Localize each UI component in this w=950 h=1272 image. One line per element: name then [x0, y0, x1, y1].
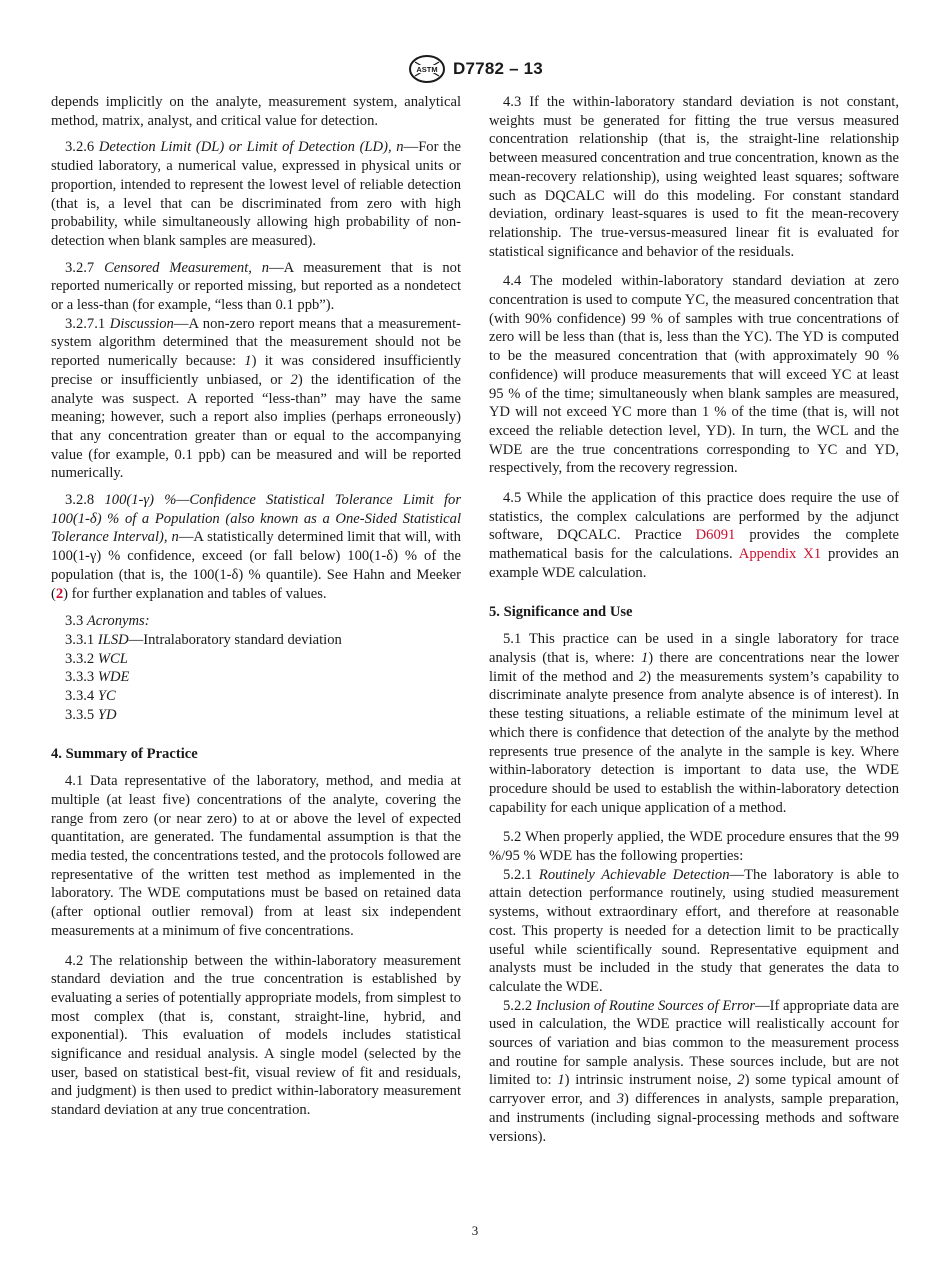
- acronym-term: YC: [97, 688, 116, 705]
- clause-text: —A statistically determined limit that will, with 100(1-γ) % confidence, exceed (or fall below) 100(1-δ) % of the population (that is, the 100(1-δ) % quantile). See Hahn and Meeker (: [51, 529, 461, 602]
- clause-text: —For the studied laboratory, a numerical value, expressed in physical units or proportion, intended to represent the lowest level of reliable detection (that is, a level that can be discriminated from zero with high probability, while simultaneously allowing high probability of non-detection when blank samples are measured).: [51, 139, 461, 249]
- defined-term: Censored Measurement, n: [104, 259, 270, 276]
- acronym-term: WDE: [97, 669, 130, 686]
- list-number: 1: [640, 649, 649, 666]
- reference-link[interactable]: 2: [55, 585, 64, 602]
- clause-text: ) differences in analysts, sample preparation, and instruments (including signal-processing methods and software versions).: [489, 1091, 899, 1145]
- paragraph-5-2: 5.2 When properly applied, the WDE procedure ensures that the 99 %/95 % WDE has the following properties:: [489, 829, 899, 865]
- clause-number: 3.3: [65, 613, 87, 630]
- clause-text: —The laboratory is able to attain detection performance routinely, using studied measurement systems, without extraordinary effort, and therefore at reasonable cost. This property is needed for a detection limit to be practically useful while scientifically sound. Representative equipment and analysts must be included in the study that generates the data to calculate the WDE.: [489, 866, 899, 995]
- clause-text: ) the measurements system’s capability to discriminate analyte presence from analyte absence is of interest). In these testing situations, a reliable estimate of the minimum level at which there is confidence that detection of the analyte by the method represents true presence of the analyte in the sample is key. Where within-laboratory detection is important to data use, the WDE procedure should be used to establish the within-laboratory detection capability for each unique application of a method.: [489, 668, 899, 816]
- clause-number: 3.2.6: [65, 139, 99, 156]
- paragraph-3-2-7-1: [51, 315, 461, 483]
- paragraph-5-2-1: [489, 866, 899, 997]
- left-column: [51, 93, 461, 1120]
- acronyms-section: [51, 612, 461, 724]
- page-number: 3: [471, 1223, 479, 1238]
- clause-text: ) intrinsic instrument noise,: [564, 1072, 738, 1089]
- list-number: 3: [616, 1091, 624, 1108]
- list-number: 2: [638, 668, 647, 685]
- clause-number: 3.3.2: [65, 650, 98, 667]
- clause-text: ) the identification of the analyte was suspect. A reported “less-than” may have the same meaning; however, such a report also implies (perhaps erroneously) that any concentration greater than or equal to the accompanying value (for example, 0.1 ppb) can be measured and will be reported numerically.: [51, 371, 461, 482]
- paragraph-5-2-2: [489, 997, 899, 1147]
- paragraph-4-2: 4.2 The relationship between the within-laboratory measurement standard deviation and the true concentration is established by evaluating a series of potentially appropriate models, from simplest to most complex (that is, constant, straight-line, hybrid, and exponential). This evaluation of models includes statistical significance and residual analysis. A single model (selected by the user, based on statistical best-fit, visual review of fit and residuals, and judgment) is then used to predict within-laboratory measurement standard deviation at any true concentration.: [51, 952, 461, 1119]
- acronym-term: WCL: [97, 650, 128, 667]
- acronym-item: [51, 650, 461, 669]
- clause-number: 5.2.2: [503, 997, 536, 1014]
- defined-term: Discussion: [109, 315, 174, 332]
- acronyms-heading: [51, 612, 461, 631]
- section-title: Acronyms:: [86, 613, 150, 630]
- clause-text: —A non-zero report means that a measurement-system algorithm determined that the measurement should not be reported numerically because:: [51, 315, 462, 370]
- clause-text: provides an example WDE calculation.: [489, 546, 900, 581]
- clause-number: 3.3.1: [65, 631, 98, 648]
- clause-text: ) it was considered insufficiently precise or insufficiently unbiased, or: [51, 353, 461, 388]
- page-header: [0, 52, 950, 86]
- clause-text: ) there are concentrations near the lower limit of the method and: [489, 649, 899, 685]
- paragraph-4-3: 4.3 If the within-laboratory standard deviation is not constant, weights must be generated for fitting the true versus measured concentration relationship (that is, the straight-line relationship between measured concentration and true concentration, known as the mean-recovery relationship), using weighted least squares; software such as DQCALC will do this modeling. For constant standard deviation, ordinary least-squares is used to fit the mean-recovery relationship. The true-versus-measured linear fit is evaluated for statistical significance and behavior of the residuals.: [489, 94, 899, 260]
- paragraph-3-2-7: [51, 259, 461, 315]
- acronym-definition: —Intralaboratory standard deviation: [128, 631, 342, 648]
- paragraph-3-2-6: [51, 138, 461, 250]
- reference-link-d6091[interactable]: D6091: [695, 527, 736, 544]
- section-4-heading: 4. Summary of Practice: [51, 745, 198, 762]
- clause-number: 3.2.7.1: [65, 315, 110, 332]
- acronym-item: [51, 631, 461, 650]
- paragraph-4-5: [489, 489, 899, 583]
- clause-text: —If appropriate data are used in calculation, the WDE practice will realistically account for sources of variation and bias common to the measurement process and routine for sample analysis. These sources include, but are not limited to:: [489, 997, 899, 1089]
- acronym-term: ILSD: [97, 631, 129, 648]
- acronym-item: [51, 687, 461, 706]
- paragraph-continuation: depends implicitly on the analyte, measurement system, analytical method, matrix, analyst, and critical value for detection.: [51, 94, 461, 129]
- list-number: 1: [244, 353, 252, 370]
- clause-text: —A measurement that is not reported numerically or reported missing, but reported as a nondetect or a less-than (for example, “less than 0.1 ppb”).: [51, 259, 461, 314]
- list-number: 1: [557, 1072, 565, 1089]
- astm-logo-icon: [407, 54, 447, 84]
- clause-number: 5.2.1: [503, 866, 539, 883]
- acronym-item: [51, 706, 461, 725]
- clause-number: 3.3.3: [65, 669, 98, 686]
- defined-term: Inclusion of Routine Sources of Error: [535, 997, 756, 1014]
- svg-text:ASTM: ASTM: [416, 65, 438, 74]
- clause-text: 4.5 While the application of this practice does require the use of statistics, the complex calculations are performed by the adjunct software, DQCALC. Practice: [489, 490, 899, 544]
- clause-number: 3.2.7: [65, 259, 105, 276]
- clause-text: 5.1 This practice can be used in a single laboratory for trace analysis (that is, where:: [489, 631, 899, 666]
- paragraph-3-2-8: [51, 491, 461, 603]
- document-id: D7782 – 13: [453, 58, 543, 78]
- paragraph-5-1: [489, 630, 899, 817]
- defined-term: Detection Limit (DL) or Limit of Detection (LD), n: [98, 139, 404, 156]
- clause-text: provides the complete mathematical basis for the calculations.: [489, 527, 899, 563]
- list-number: 2: [290, 371, 298, 388]
- clause-text: ) for further explanation and tables of values.: [63, 585, 327, 602]
- list-number: 2: [737, 1072, 745, 1089]
- paragraph-4-1: 4.1 Data representative of the laboratory, method, and media at multiple (at least five) concentrations of the analyte, covering the range from zero (or near zero) to at or above the level of expected quantitation, are generated. The fundamental assumption is that the media tested, the concentrations tested, and the protocols followed are representative of the written test method as implemented in the laboratory. The WDE computations must be based on retained data (after optional outlier removal) from at least six independent measurements at a minimum of five concentrations.: [51, 773, 461, 939]
- defined-term: 100(1-γ) %—Confidence Statistical Tolerance Limit for 100(1-δ) % of a Population (also known as a One-Sided Statistical Tolerance Interval), n: [51, 492, 461, 546]
- clause-text: ) some typical amount of carryover error, and: [489, 1072, 899, 1108]
- acronym-term: YD: [97, 706, 117, 723]
- paragraph-4-4: 4.4 The modeled within-laboratory standard deviation at zero concentration is used to compute YC, the measured concentration that (with 90% confidence) 99 % of samples with true concentrations of zero will be less than (that is, less than the YC). The YD is computed to be the measured concentration that (with approximately 90 % confidence) will produce measurements that will exceed YC at least 95 % of the time; simultaneously when blank samples are measured, YD will not exceed YC more than 1 % of the time (that is, will not exceed the reliable detection level, YD). In turn, the WCL and the WDE are the true concentrations corresponding to YC and YD, respectively, from the recovery regression.: [489, 273, 899, 477]
- clause-number: 3.2.8: [65, 492, 105, 509]
- clause-number: 3.3.4: [65, 688, 98, 705]
- clause-number: 3.3.5: [65, 706, 98, 723]
- reference-link-appendix[interactable]: Appendix X1: [738, 546, 822, 563]
- right-column: [489, 93, 899, 1146]
- acronym-item: [51, 668, 461, 687]
- defined-term: Routinely Achievable Detection: [538, 866, 730, 883]
- section-5-heading: 5. Significance and Use: [489, 603, 633, 620]
